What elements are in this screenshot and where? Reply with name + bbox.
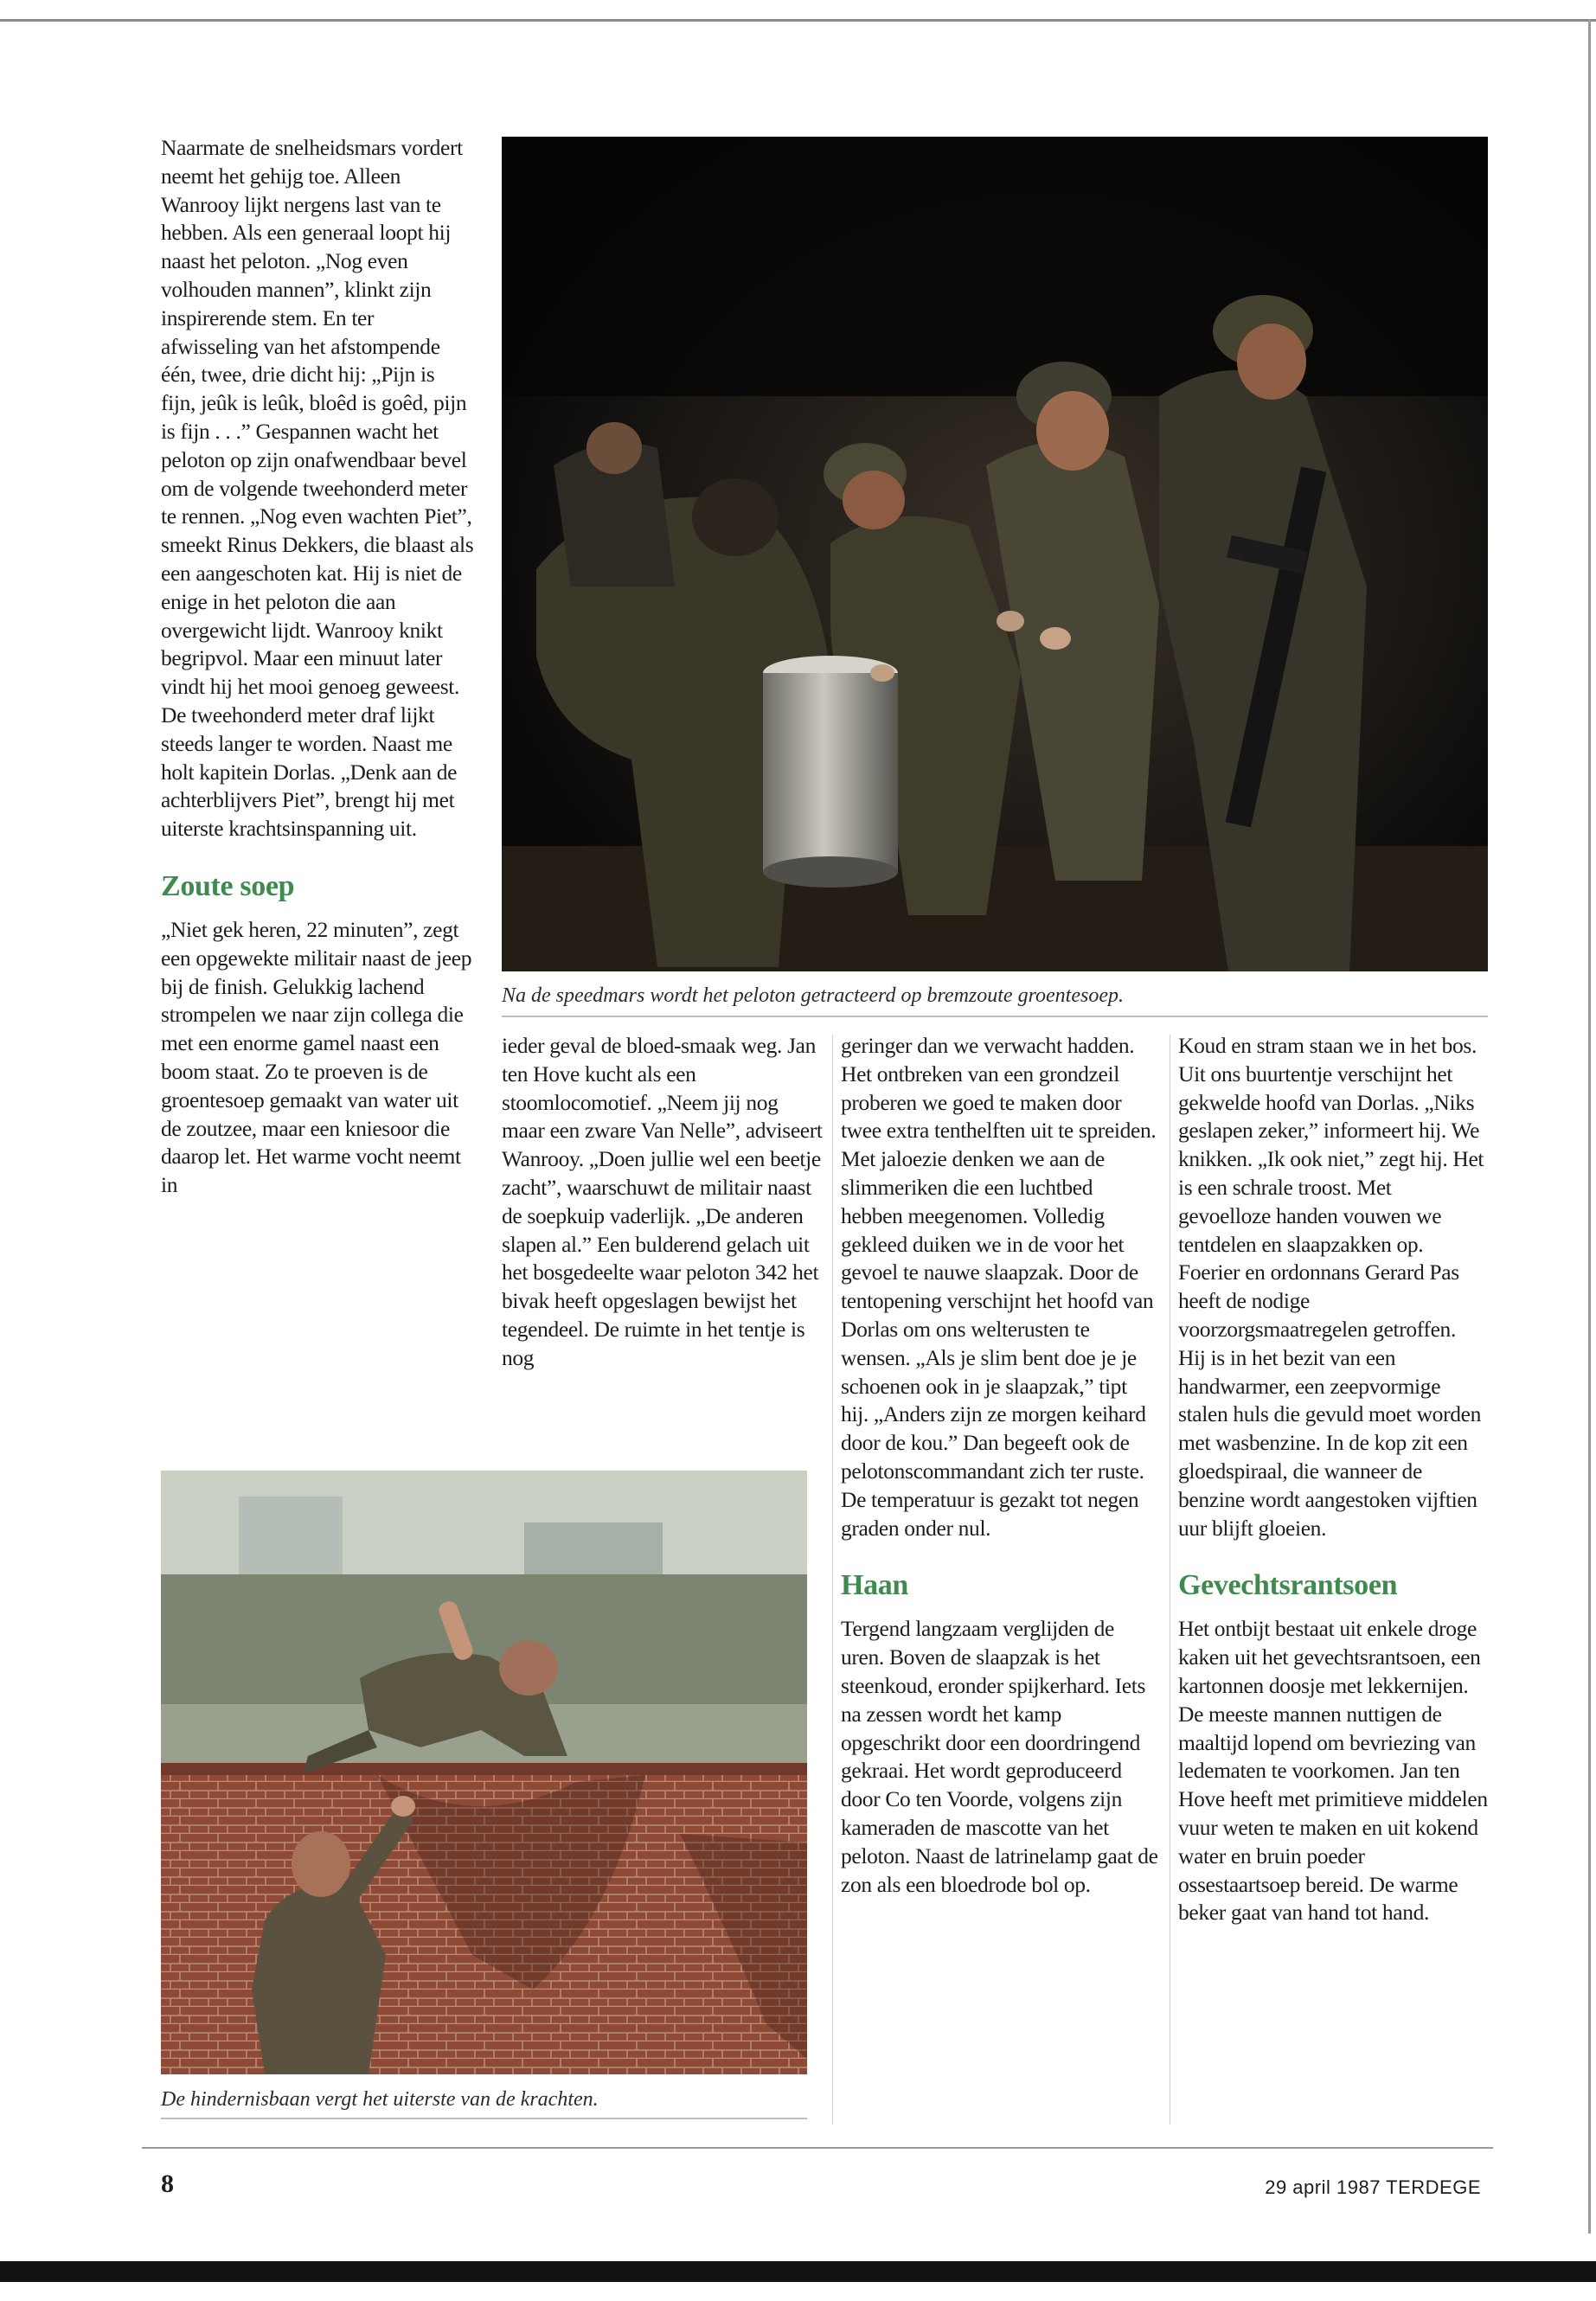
photo-caption-top: Na de speedmars wordt het peloton getracteerd op bremzoute groentesoep. [502, 984, 1124, 1007]
body-paragraph: Naarmate de snelheidsmars vordert neemt het gehijg toe. Alleen Wanrooy lijkt nergens last van te hebben. Als een generaal loopt hij naast het peloton. „Nog even volhouden mannen”, klinkt zijn inspirerende stem. En ter afwisseling van het afstompende één, twee, drie dicht hij: „Pijn is fijn, jeûk is leûk, bloêd is goêd, pijn is fijn . . .” Gespannen wacht het peloton op zijn onafwendbaar bevel om de volgende tweehonderd meter te rennen. „Nog even wachten Piet”, smeekt Rinus Dekkers, die blaast als een aangeschoten kat. Hij is niet de enige in het peloton die aan overgewicht lijdt. Wanrooy knikt begripvol. Maar een minuut later vindt hij het mooi genoeg geweest. De tweehonderd meter draf lijkt steeds langer te worden. Naast me holt kapitein Dorlas. „Denk aan de achterblijvers Piet”, brengt hij met uiterste krachtsinspanning uit. [161, 135, 474, 842]
body-paragraph: „Niet gek heren, 22 minuten”, zegt een opgewekte militair naast de jeep bij de finish. Gelukkig lachend strompelen we naar zijn collega die met een enorme gamel naast een boom staat. Zo te proeven is de groentesoep gemaakt van water uit de zoutzee, maar een kniesoor die daarop let. Het warme vocht neemt in [161, 916, 472, 1198]
body-paragraph: Tergend langzaam verglijden de uren. Boven de slaapzak is het steenkoud, eronder spijkerhard. Iets na zessen wordt het kamp opgeschrikt door een doordringend gekraai. Het wordt geproduceerd door Co ten Voorde, volgens zijn kameraden de mascotte van het peloton. Naast de latrinelamp gaat de zon als een bloedrode bol op. [841, 1616, 1158, 1897]
article-column-2 [502, 1032, 826, 1373]
photo-caption-bottom: De hindernisbaan vergt het uiterste van de krachten. [161, 2088, 599, 2111]
photo-obstacle-course [161, 1471, 807, 2074]
issue-line: 29 april 1987 TERDEGE [1265, 2176, 1481, 2198]
scan-border-top [0, 19, 1596, 22]
article-column-4 [1178, 1032, 1488, 1927]
photo-soldiers-soup [502, 137, 1488, 971]
caption-rule [161, 2118, 807, 2119]
section-heading-haan: Haan [841, 1569, 908, 1602]
scan-border-bottom [0, 2261, 1596, 2282]
body-paragraph: geringer dan we verwacht hadden. Het ontbreken van een grondzeil proberen we goed te maken door twee extra tenthelften uit te spreiden. Met jaloezie denken we aan de slimmeriken die een luchtbed hebben meegenomen. Volledig gekleed duiken we in de voor het gevoel te nauwe slaapzak. Door de tentopening verschijnt het hoofd van Dorlas om ons welterusten te wensen. „Als je slim bent doe je je schoenen ook in je slaapzak,” tipt hij. „Anders zijn ze morgen keihard door de kou.” Dan begeeft ook de pelotonscommandant zich ter ruste. De temperatuur is gezakt tot negen graden onder nul. [841, 1033, 1157, 1541]
section-heading-zoute-soep: Zoute soep [161, 869, 295, 902]
caption-rule [502, 1016, 1488, 1017]
section-heading-gevechtsrantsoen: Gevechtsrantsoen [1178, 1569, 1398, 1602]
body-paragraph: Koud en stram staan we in het bos. Uit ons buurtentje verschijnt het gekwelde hoofd van Dorlas. „Niks geslapen zeker,” informeert hij. We knikken. „Ik ook niet,” zegt hij. Het is een schrale troost. Met gevoelloze handen vouwen we tentdelen en slaapzakken op. Foerier en ordonnans Gerard Pas heeft de nodige voorzorgsmaatregelen getroffen. Hij is in het bezit van een handwarmer, een zeepvormige stalen huls die gevuld moet worden met wasbenzine. In de kop zit een gloedspiraal, die wanneer de benzine wordt aangestoken vijftien uur blijft gloeien. [1178, 1033, 1484, 1541]
footer-rule [142, 2147, 1493, 2149]
scan-border-right [1588, 19, 1591, 2234]
body-paragraph: Het ontbijt bestaat uit enkele droge kaken uit het gevechtsrantsoen, een kartonnen doosje met lekkernijen. De meeste mannen nuttigen de maaltijd lopend om bevriezing van ledematen te voorkomen. Jan ten Hove heeft met primitieve middelen vuur weten te maken en uit kokend water en bruin poeder ossestaartsoep bereid. De warme beker gaat van hand tot hand. [1178, 1616, 1488, 1926]
article-column-1 [161, 134, 474, 1200]
column-divider [832, 1035, 833, 2125]
page-number: 8 [161, 2170, 174, 2198]
body-paragraph: ieder geval de bloed-smaak weg. Jan ten Hove kucht als een stoomlocomotief. „Neem jij nog maar een zware Van Nelle”, adviseert Wanrooy. „Doen jullie wel een beetje zacht”, waarschuwt de militair naast de soepkuip vaderlijk. „De anderen slapen al.” Een bulderend gelach uit het bosgedeelte waar peloton 342 het bivak heeft opgeslagen bewijst het tegendeel. De ruimte in het tentje is nog [502, 1033, 823, 1370]
article-column-3 [841, 1032, 1159, 1899]
